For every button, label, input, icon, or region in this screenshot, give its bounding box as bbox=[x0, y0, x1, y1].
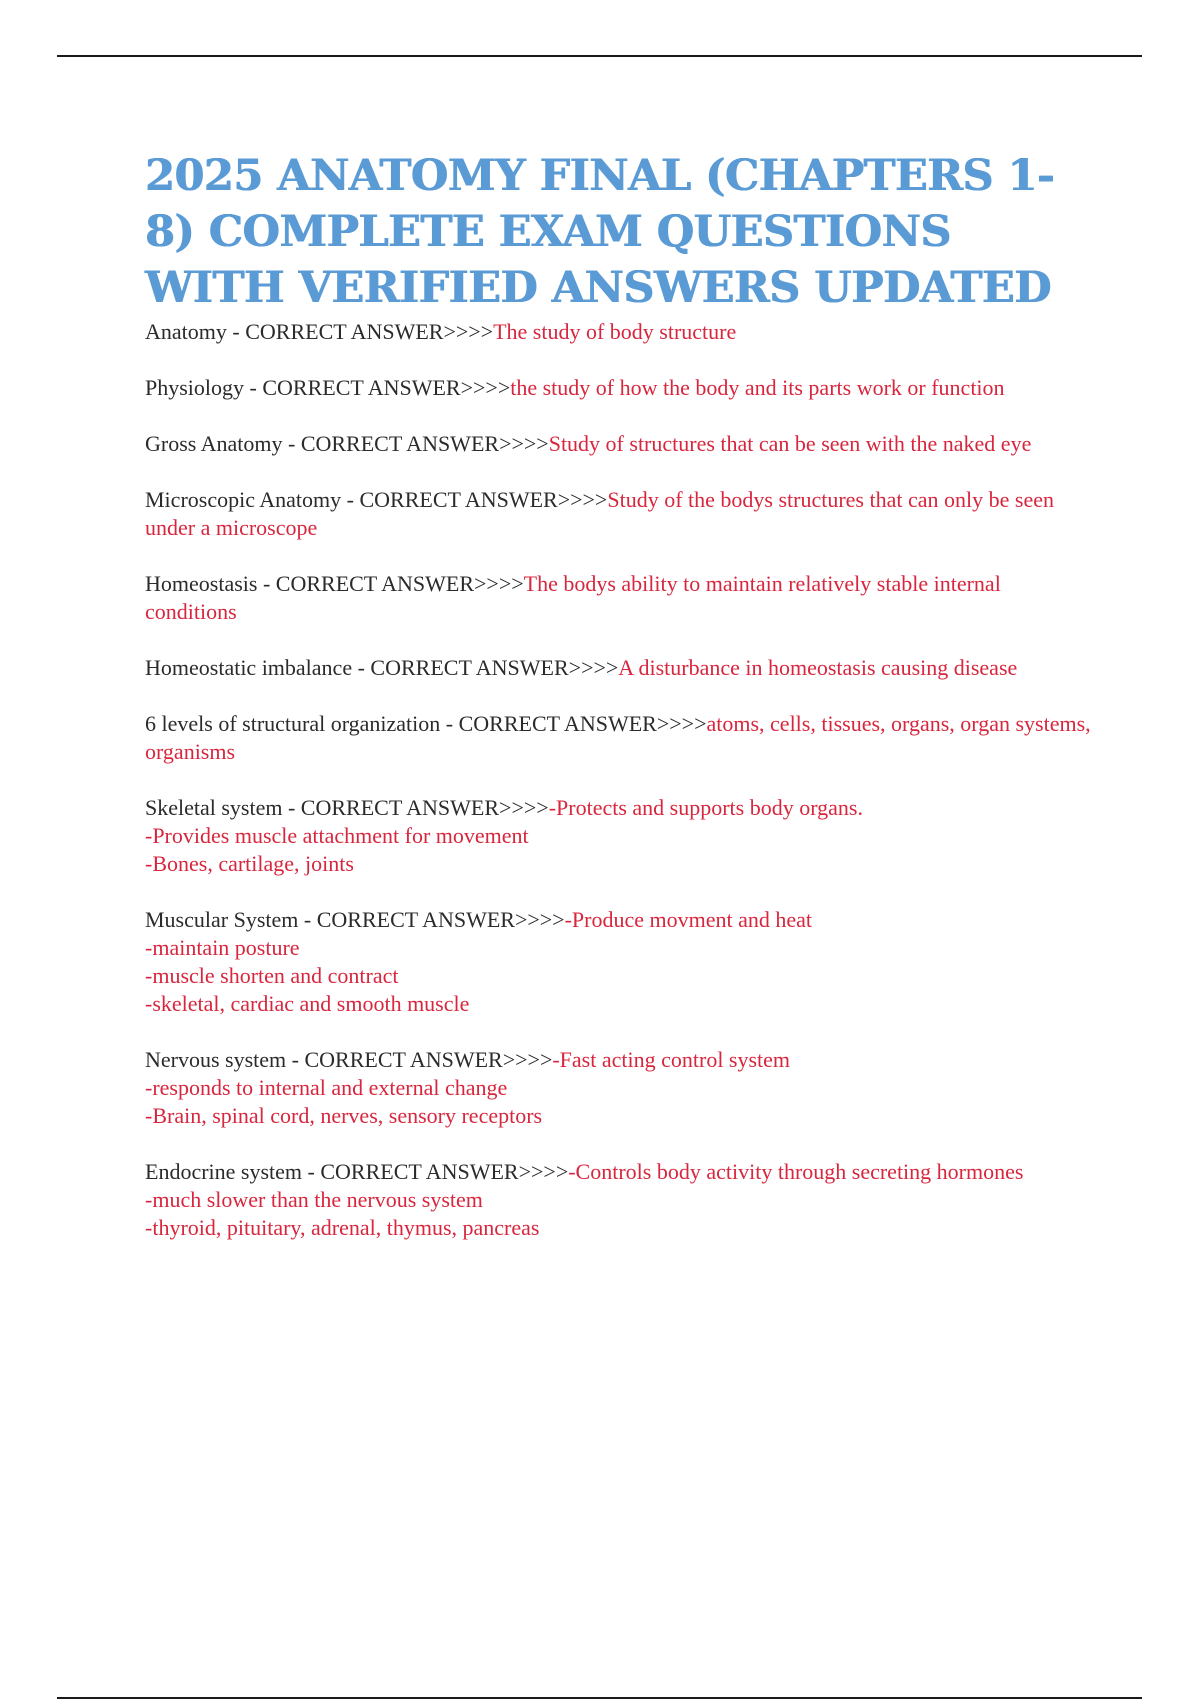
answer-line: -skeletal, cardiac and smooth muscle bbox=[145, 991, 470, 1016]
question-term: Physiology bbox=[145, 375, 245, 400]
answer-line: -responds to internal and external change bbox=[145, 1075, 508, 1100]
qa-item bbox=[145, 654, 1095, 682]
answer-text: -Controls body activity through secreting hormones bbox=[568, 1159, 1024, 1184]
document-body bbox=[145, 148, 1095, 1270]
answer-line: -Provides muscle attachment for movement bbox=[145, 823, 529, 848]
answer-line: -maintain posture bbox=[145, 935, 300, 960]
answer-separator: - CORRECT ANSWER>>>> bbox=[302, 1159, 569, 1184]
question-term: Nervous system bbox=[145, 1047, 287, 1072]
qa-item bbox=[145, 430, 1095, 458]
question-term: Homeostatic imbalance bbox=[145, 655, 353, 680]
bottom-rule bbox=[57, 1697, 1142, 1699]
answer-separator: - CORRECT ANSWER>>>> bbox=[282, 795, 549, 820]
answer-text: -Produce movment and heat bbox=[564, 907, 813, 932]
document-title: 2025 ANATOMY FINAL (CHAPTERS 1-8) COMPLETE EXAM QUESTIONS WITH VERIFIED ANSWERS UPDATED bbox=[145, 151, 1055, 313]
top-rule bbox=[57, 55, 1142, 57]
answer-separator: - CORRECT ANSWER>>>> bbox=[440, 711, 707, 736]
answer-text: -Protects and supports body organs. bbox=[548, 795, 863, 820]
qa-item bbox=[145, 906, 1095, 1018]
question-term: Muscular System bbox=[145, 907, 299, 932]
qa-item bbox=[145, 318, 1095, 346]
question-term: 6 levels of structural organization bbox=[145, 711, 441, 736]
answer-separator: - CORRECT ANSWER>>>> bbox=[286, 1047, 553, 1072]
answer-text: atoms, cells, tissues, organs, organ systems, organisms bbox=[145, 711, 1091, 764]
qa-item bbox=[145, 570, 1095, 626]
answer-separator: - CORRECT ANSWER>>>> bbox=[244, 375, 511, 400]
question-term: Anatomy bbox=[145, 319, 227, 344]
qa-item bbox=[145, 1046, 1095, 1130]
answer-separator: - CORRECT ANSWER>>>> bbox=[282, 431, 549, 456]
qa-list bbox=[145, 318, 1095, 1242]
answer-text: the study of how the body and its parts work or function bbox=[510, 375, 1005, 400]
question-term: Gross Anatomy bbox=[145, 431, 283, 456]
qa-item bbox=[145, 1158, 1095, 1242]
answer-text: The bodys ability to maintain relatively stable internal conditions bbox=[145, 571, 1001, 624]
answer-line: -Brain, spinal cord, nerves, sensory receptors bbox=[145, 1103, 543, 1128]
answer-text: -Fast acting control system bbox=[552, 1047, 791, 1072]
question-term: Endocrine system bbox=[145, 1159, 303, 1184]
qa-item bbox=[145, 710, 1095, 766]
answer-separator: - CORRECT ANSWER>>>> bbox=[226, 319, 494, 344]
answer-separator: - CORRECT ANSWER>>>> bbox=[298, 907, 565, 932]
answer-line: -thyroid, pituitary, adrenal, thymus, pancreas bbox=[145, 1215, 540, 1240]
question-term: Skeletal system bbox=[145, 795, 283, 820]
answer-text: Study of the bodys structures that can only be seen under a microscope bbox=[145, 487, 1054, 540]
qa-item bbox=[145, 374, 1095, 402]
answer-text: The study of body structure bbox=[493, 319, 737, 344]
qa-item bbox=[145, 486, 1095, 542]
qa-item bbox=[145, 794, 1095, 878]
question-term: Homeostasis bbox=[145, 571, 258, 596]
answer-separator: - CORRECT ANSWER>>>> bbox=[341, 487, 608, 512]
question-term: Microscopic Anatomy bbox=[145, 487, 342, 512]
answer-separator: - CORRECT ANSWER>>>> bbox=[257, 571, 524, 596]
answer-line: -much slower than the nervous system bbox=[145, 1187, 483, 1212]
answer-separator: - CORRECT ANSWER>>>> bbox=[352, 655, 619, 680]
answer-line: -Bones, cartilage, joints bbox=[145, 851, 354, 876]
answer-text: A disturbance in homeostasis causing disease bbox=[618, 655, 1018, 680]
answer-line: -muscle shorten and contract bbox=[145, 963, 399, 988]
answer-text: Study of structures that can be seen with the naked eye bbox=[548, 431, 1032, 456]
